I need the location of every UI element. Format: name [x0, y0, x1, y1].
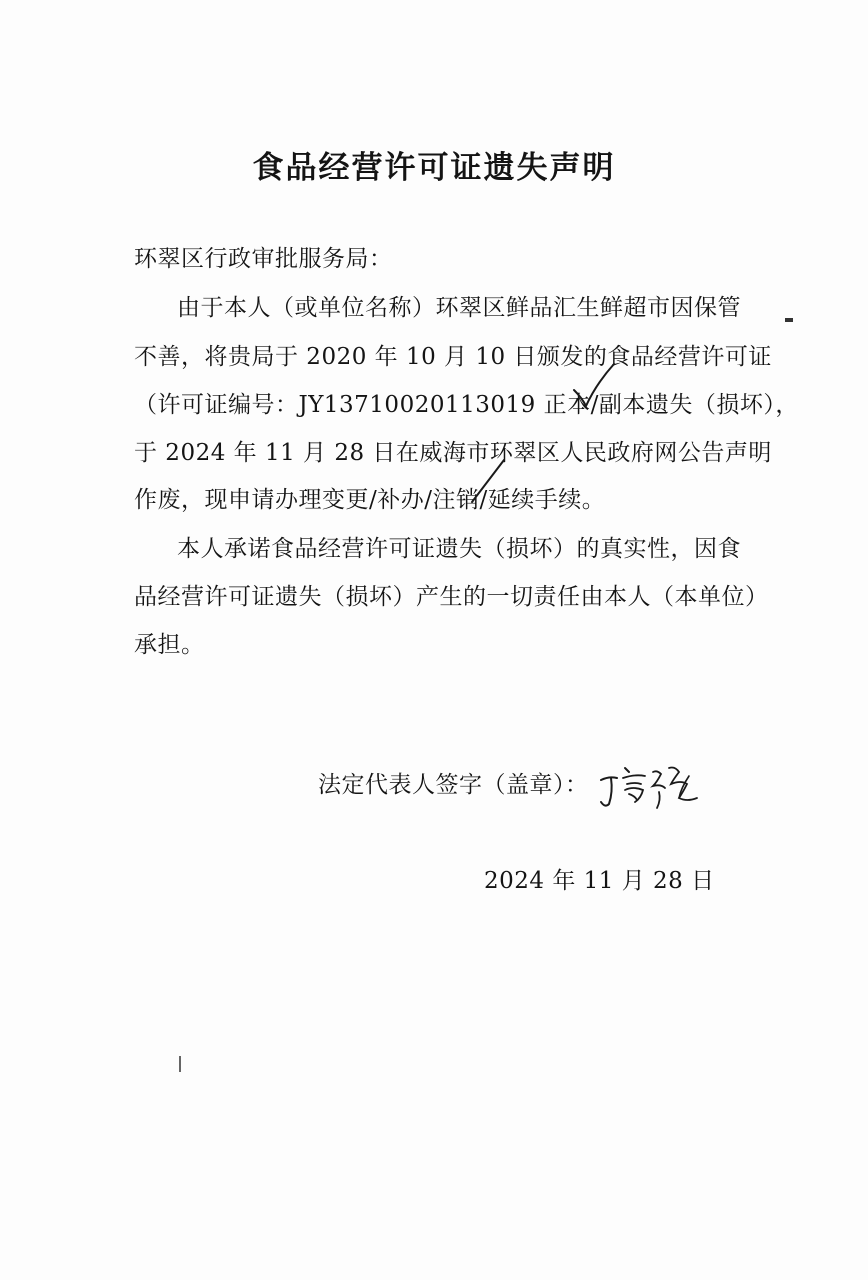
body-paragraph-2-line-2: 品经营许可证遗失（损坏）产生的一切责任由本人（本单位）	[134, 584, 769, 610]
handwritten-signature-icon	[595, 758, 705, 818]
body-paragraph-2-line-1: 本人承诺食品经营许可证遗失（损坏）的真实性，因食	[177, 536, 741, 562]
document-title: 食品经营许可证遗失声明	[252, 150, 616, 186]
body-paragraph-1-line-1: 由于本人（或单位名称）环翠区鲜品汇生鲜超市因保管	[177, 295, 741, 321]
addressee-line: 环翠区行政审批服务局：	[134, 246, 393, 272]
scan-speck	[179, 1056, 181, 1072]
body-paragraph-1-line-2: 不善，将贵局于 2020 年 10 月 10 日颁发的食品经营许可证	[134, 344, 772, 370]
body-paragraph-1-line-4: 于 2024 年 11 月 28 日在威海市环翠区人民政府网公告声明	[134, 440, 772, 466]
body-paragraph-1-line-3: （许可证编号：JY13710020113019 正本/副本遗失（损坏），	[134, 392, 799, 418]
signature-label: 法定代表人签字（盖章）：	[318, 772, 589, 798]
body-paragraph-1-line-5: 作废，现申请办理变更/补办/注销/延续手续。	[134, 487, 606, 513]
strike-mark-icon	[568, 360, 618, 410]
declaration-date: 2024 年 11 月 28 日	[484, 868, 715, 894]
strike-mark-icon	[468, 456, 508, 506]
scan-speck	[785, 318, 793, 322]
body-paragraph-2-line-3: 承担。	[134, 632, 205, 658]
